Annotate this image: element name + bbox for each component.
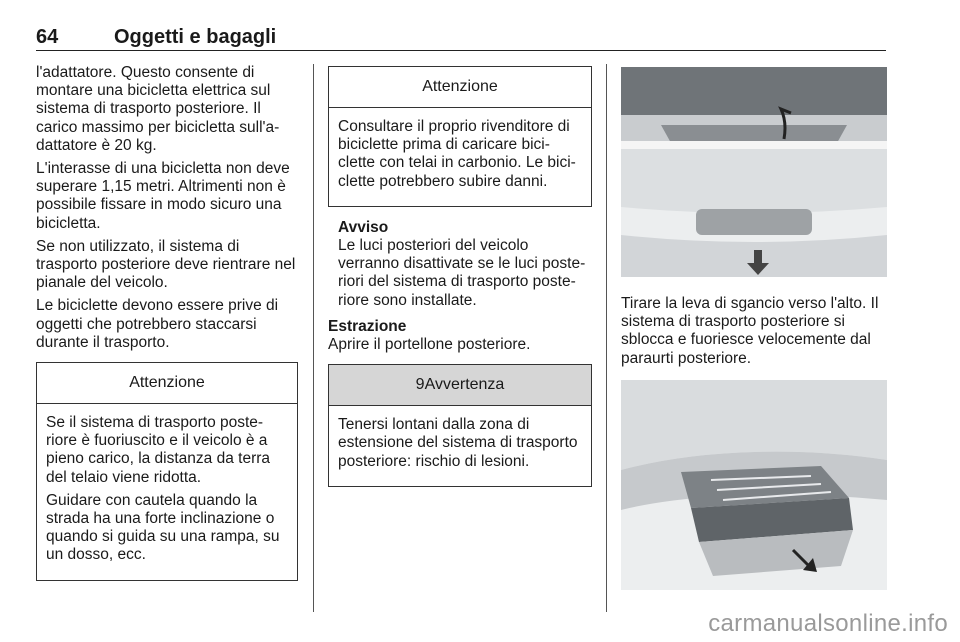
page-title: Oggetti e bagagli <box>114 26 277 48</box>
rear-carrier-extended-illustration <box>621 380 887 590</box>
section-text: Aprire il portellone posteriore. <box>328 336 531 354</box>
column-2 <box>328 64 592 495</box>
paragraph: l'adattatore. Questo consente di montare una bicicletta elettrica sul sistema di trasporto posteriore. Il carico massimo per bicicletta sull'a-dattatore è 20 kg. <box>36 64 280 154</box>
carrier-extended-illustration <box>621 380 887 590</box>
car-rear-illustration <box>621 67 887 277</box>
note-block <box>328 219 592 310</box>
column-divider <box>313 64 314 612</box>
note-text: Le luci posteriori del veicolo verranno disattivate se le luci poste-riori del sistema di trasporto poste-riore sono installate. <box>338 237 586 309</box>
paragraph: Le biciclette devono essere prive di oggetti che potrebbero staccarsi durante il trasporto. <box>36 297 279 351</box>
note-title: Avviso <box>338 218 389 236</box>
page-header <box>36 24 886 51</box>
warning-triangle-icon: 9 <box>415 376 425 394</box>
column-divider <box>606 64 607 612</box>
caution-box <box>328 66 592 207</box>
figure-caption: Tirare la leva di sgancio verso l'alto. Il sistema di trasporto posteriore si sblocca e fuoriesce velocemente dal paraurti posteriore. <box>621 295 879 367</box>
warning-heading <box>329 365 591 406</box>
paragraph: L'interasse di una bicicletta non deve superare 1,15 metri. Altrimenti non è possibile fissare in modo sicuro una bicicletta. <box>36 160 290 232</box>
bumper-release-lever-illustration <box>621 67 887 277</box>
warning-text: Tenersi lontani dalla zona di estensione del sistema di trasporto posteriore: rischio di lesioni. <box>338 416 578 470</box>
column-1 <box>36 64 298 589</box>
warning-box <box>328 364 592 487</box>
page-number: 64 <box>36 26 59 48</box>
caution-heading: Attenzione <box>329 67 591 108</box>
column-3 <box>621 64 889 590</box>
caution-box <box>36 362 298 581</box>
watermark: carmanualsonline.info <box>708 610 948 637</box>
caution-text: Guidare con cautela quando la strada ha una forte inclinazione o quando si guida su una rampa, su un dosso, ecc. <box>46 491 280 564</box>
caution-heading: Attenzione <box>37 363 297 404</box>
warning-heading-text: Avvertenza <box>424 376 505 394</box>
caution-text: Consultare il proprio rivenditore di biciclette prima di caricare bici-clette con telai in carbonio. Le bici-clette potrebbero subire danni. <box>338 118 576 190</box>
caution-text: Se il sistema di trasporto poste-riore è fuoriuscito e il veicolo è a pieno carico, la distanza da terra del telaio viene ridotta. <box>46 414 271 486</box>
paragraph: Se non utilizzato, il sistema di trasporto posteriore deve rientrare nel pianale del veicolo. <box>36 237 296 292</box>
section-title: Estrazione <box>328 317 407 335</box>
